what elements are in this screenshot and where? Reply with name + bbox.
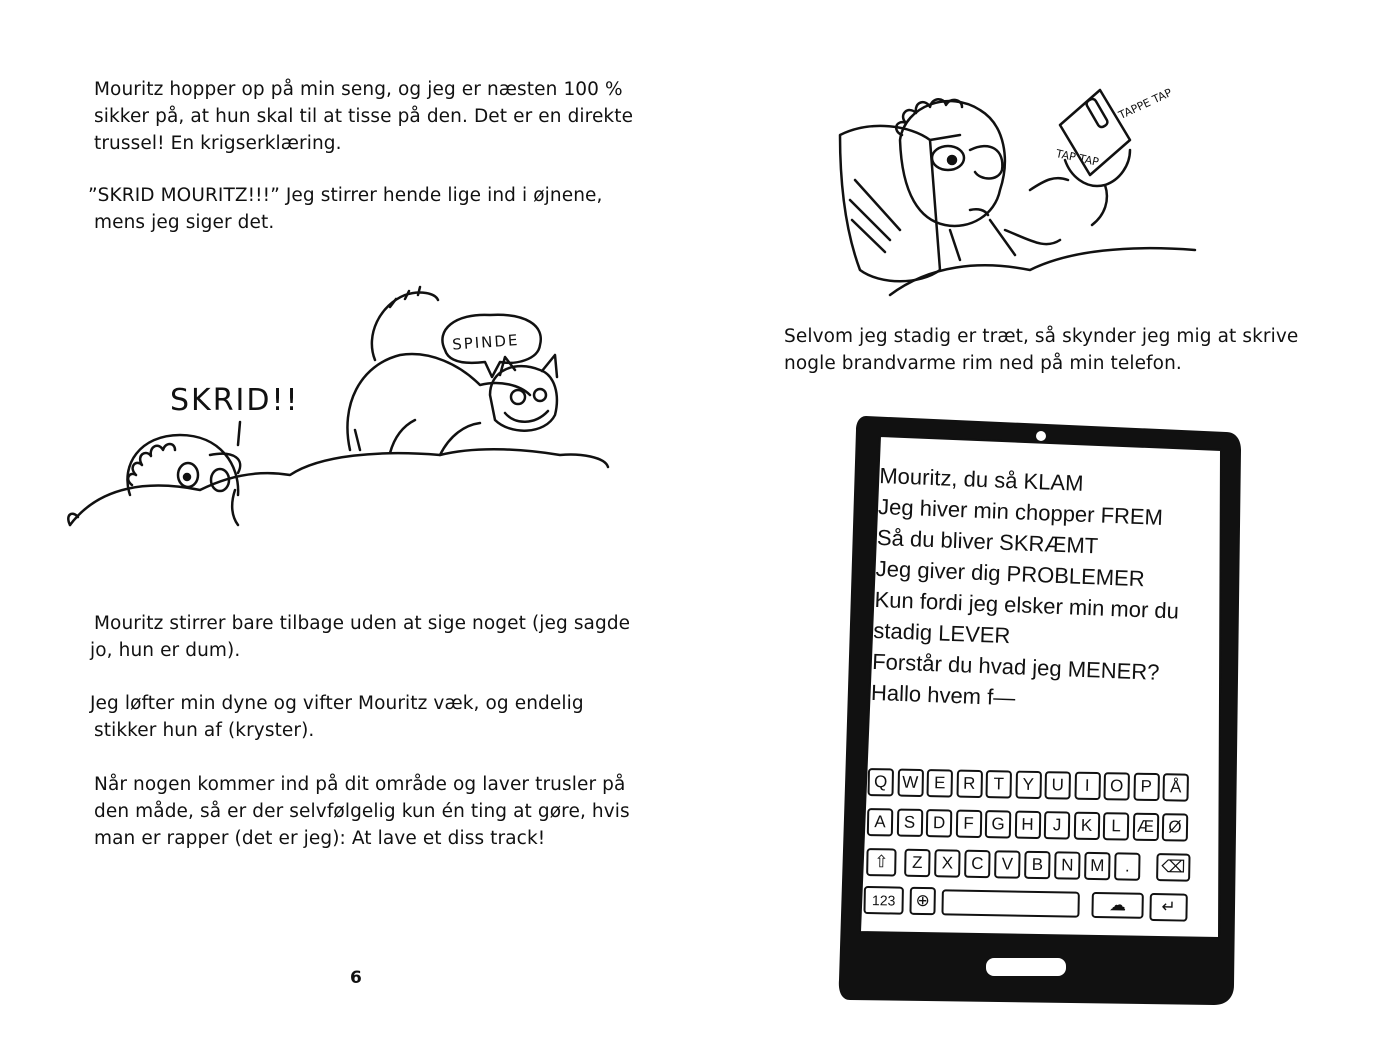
page-number: 6 [350, 968, 362, 988]
key-a: A [867, 808, 893, 836]
key-t: T [985, 770, 1011, 798]
key-d: D [926, 809, 952, 837]
key-m: M [1084, 852, 1110, 880]
numbers-key: 123 [863, 886, 903, 915]
paragraph-right: Selvom jeg stadig er træt, så skynder jeg mig at skrive nogle brandvarme rim ned på min telefon. [784, 326, 1299, 374]
key-.: . [1114, 852, 1140, 880]
key-j: J [1044, 811, 1070, 839]
key-v: V [994, 850, 1020, 878]
key-ø: Ø [1162, 813, 1188, 841]
key-g: G [985, 810, 1011, 838]
key-h: H [1014, 811, 1040, 839]
key-x: X [934, 849, 960, 877]
phone-keyboard [863, 768, 1196, 944]
key-q: Q [868, 768, 894, 796]
key-o: O [1103, 772, 1129, 800]
key-i: I [1074, 772, 1100, 800]
key-p: P [1133, 773, 1159, 801]
globe-icon: ⊕ [909, 887, 935, 915]
paragraph-5: Når nogen kommer ind på dit område og laver trusler på den måde, så er der selvfølgelig kun én ting at gøre, hvis man er rapper (det er jeg): At lave et diss track! [94, 774, 630, 849]
key-l: L [1103, 812, 1129, 840]
camera-icon [1036, 431, 1046, 441]
emoji-key: ☁ [1091, 892, 1143, 919]
shout-text: SKRID!! [170, 383, 300, 418]
key-s: S [896, 809, 922, 837]
key-e: E [927, 769, 953, 797]
home-button [986, 958, 1066, 976]
key-b: B [1024, 851, 1050, 879]
boy-phone-illustration [830, 80, 1200, 300]
paragraph-2: ”SKRID MOURITZ!!!” Jeg stirrer hende lige ind i øjnene, mens jeg siger det. [88, 185, 603, 233]
shift-key: ⇧ [866, 848, 896, 877]
paragraph-1: Mouritz hopper op på min seng, og jeg er næsten 100 % sikker på, at hun skal til at tisse på den. Det er en direkte trussel! En krigserklæring. [94, 79, 634, 154]
key-w: W [897, 769, 923, 797]
key-n: N [1054, 851, 1080, 879]
key-z: Z [904, 849, 930, 877]
tap-sfx-left: TAP TAP [1054, 147, 1101, 169]
tap-sfx-right: TAPPE TAP [1116, 86, 1174, 122]
paragraph-4: Jeg løfter min dyne og vifter Mouritz væk, og endelig stikker hun af (kryster). [90, 693, 584, 741]
return-key: ↵ [1149, 893, 1187, 922]
key-u: U [1044, 771, 1070, 799]
key-k: K [1073, 812, 1099, 840]
key-f: F [955, 810, 981, 838]
key-å: Å [1162, 773, 1188, 801]
phone-screen-text: Mouritz, du så KLAM Jeg hiver min chopper FREM Så du bliver SKRÆMT Jeg giver dig PROBLEMER Kun fordi jeg elsker min mor du stadig LEVER Forstår du hvad jeg MENER? Hallo hvem f— [870, 462, 1180, 711]
key-y: Y [1015, 771, 1041, 799]
key-c: C [964, 850, 990, 878]
paragraph-3: Mouritz stirrer bare tilbage uden at sige noget (jeg sagde jo, hun er dum). [90, 613, 631, 661]
bed-cat-illustration [60, 285, 620, 555]
backspace-key: ⌫ [1156, 853, 1190, 882]
key-æ: Æ [1132, 813, 1158, 841]
cat-bubble-text: SPINDE [451, 330, 520, 354]
key-r: R [956, 770, 982, 798]
space-key [941, 889, 1079, 917]
